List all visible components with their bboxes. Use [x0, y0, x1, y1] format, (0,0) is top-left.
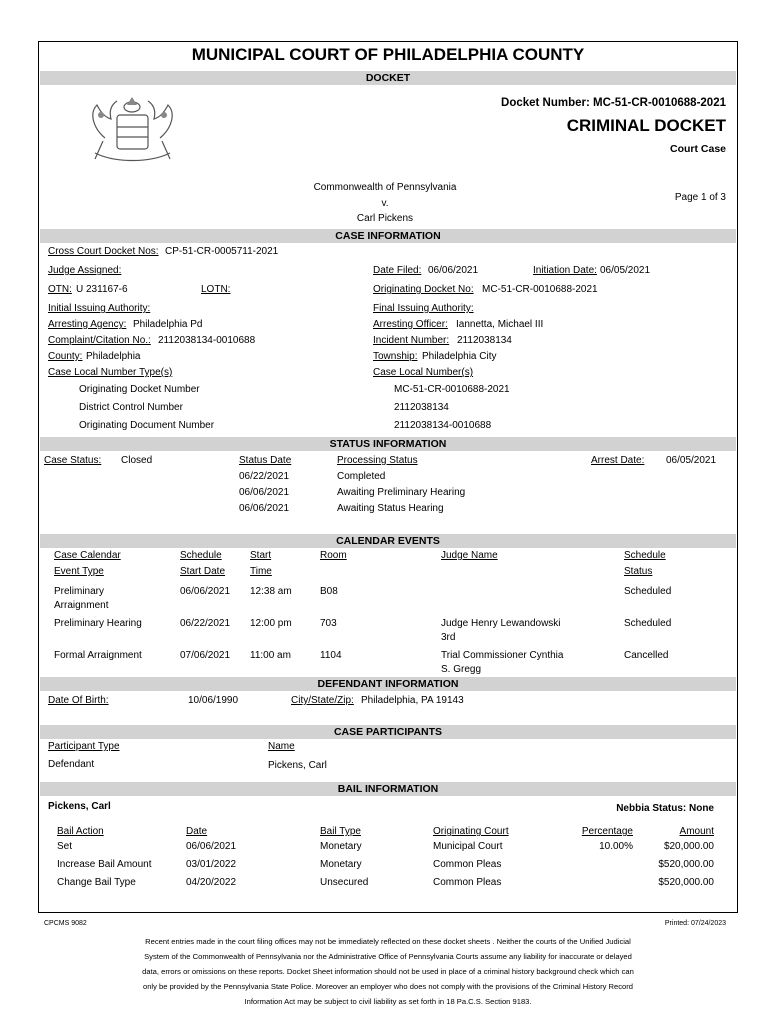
docket-type-title: CRIMINAL DOCKET [566, 116, 726, 135]
docket-number: Docket Number: MC-51-CR-0010688-2021 [501, 97, 726, 109]
calendar-status-cell: Cancelled [624, 650, 669, 661]
bail-action-cell: Change Bail Type [57, 877, 136, 888]
otn-value: U 231167-6 [76, 284, 128, 295]
col-start-time: Start [250, 550, 272, 561]
calendar-time-cell: 11:00 am [250, 650, 291, 661]
local-type-label: Case Local Number Type(s) [48, 367, 173, 378]
calendar-status-cell: Scheduled [624, 586, 672, 597]
township-label: Township: [373, 351, 418, 362]
processing-status-cell: Completed [337, 471, 386, 482]
status-date-cell: 06/06/2021 [239, 503, 290, 514]
processing-status-cell: Awaiting Preliminary Hearing [337, 487, 466, 498]
calendar-time-cell: 12:00 pm [250, 618, 292, 629]
date-filed-label: Date Filed: [373, 265, 422, 276]
caption-defendant: Carl Pickens [356, 213, 414, 224]
calendar-date-cell: 06/06/2021 [180, 586, 231, 597]
bail-court-cell: Common Pleas [433, 859, 502, 870]
disclaimer-line: only be provided by the Pennsylvania State Police. Moreover an employer who does not comply with the provisions of the Criminal History Record [142, 982, 634, 991]
status-date-cell: 06/06/2021 [239, 487, 290, 498]
status-info-heading: STATUS INFORMATION [40, 437, 736, 451]
bail-type-cell: Monetary [320, 859, 362, 870]
initiation-date-label: Initiation Date: [533, 265, 597, 276]
city-state-zip-label: City/State/Zip: [291, 695, 354, 706]
calendar-judge-cell: 3rd [441, 632, 456, 643]
col-bail-type: Bail Type [320, 826, 361, 837]
cross-court-value: CP-51-CR-0005711-2021 [165, 246, 279, 257]
court-title: MUNICIPAL COURT OF PHILADELPHIA COUNTY [191, 45, 585, 64]
calendar-status-cell: Scheduled [624, 618, 672, 629]
form-id: CPCMS 9082 [44, 920, 87, 927]
processing-status-header: Processing Status [337, 455, 418, 466]
disclaimer-line: data, errors or omissions on these reports. Docket Sheet information should not be used in place of a criminal history background check which can [142, 967, 634, 976]
arresting-officer-value: Iannetta, Michael III [456, 319, 544, 330]
dob-value: 10/06/1990 [188, 695, 239, 706]
caption-commonwealth: Commonwealth of Pennsylvania [313, 182, 457, 193]
dob-label: Date Of Birth: [48, 695, 109, 706]
bail-amount-cell: $520,000.00 [658, 859, 714, 870]
case-info-heading: CASE INFORMATION [40, 229, 736, 243]
bail-action-cell: Increase Bail Amount [57, 859, 152, 870]
township-value: Philadelphia City [422, 351, 497, 362]
bail-action-cell: Set [57, 841, 73, 852]
calendar-event-cell: Arraignment [54, 600, 109, 611]
status-date-header: Status Date [239, 455, 292, 466]
incident-label: Incident Number: [373, 335, 450, 346]
disclaimer-line: System of the Commonwealth of Pennsylvania nor the Administrative Office of Pennsylvania Courts assume any liability for inaccurate or delayed [144, 952, 632, 961]
bail-percentage-cell: 10.00% [599, 841, 633, 852]
col-start-date: Schedule [180, 550, 222, 561]
bail-type-cell: Unsecured [320, 877, 369, 888]
city-state-zip-value: Philadelphia, PA 19143 [361, 695, 464, 706]
participant-type-cell: Defendant [48, 759, 95, 770]
col-start-time: Time [250, 566, 272, 577]
calendar-event-cell: Preliminary Hearing [54, 618, 142, 629]
orig-docket-value: MC-51-CR-0010688-2021 [482, 284, 598, 295]
printed-date: Printed: 07/24/2023 [664, 920, 726, 927]
local-type-row: Originating Document Number [79, 420, 215, 431]
col-schedule-status: Status [624, 566, 653, 577]
col-judge-name: Judge Name [441, 550, 498, 561]
local-type-row: Originating Docket Number [79, 384, 200, 395]
defendant-info-heading: DEFENDANT INFORMATION [40, 677, 736, 691]
col-percentage: Percentage [581, 826, 633, 837]
calendar-judge-cell: S. Gregg [441, 664, 482, 675]
bail-court-cell: Municipal Court [433, 841, 503, 852]
bail-date-cell: 03/01/2022 [186, 859, 237, 870]
calendar-time-cell: 12:38 am [250, 586, 292, 597]
col-amount: Amount [679, 826, 714, 837]
judge-assigned-label: Judge Assigned: [48, 265, 122, 276]
bail-amount-cell: $20,000.00 [663, 841, 714, 852]
complaint-value: 2112038134-0010688 [158, 335, 256, 346]
local-number-label: Case Local Number(s) [373, 367, 474, 378]
disclaimer-line: Information Act may be subject to civil liability as set forth in 18 Pa.C.S. Section 9183. [244, 997, 532, 1006]
page-indicator: Page 1 of 3 [674, 192, 726, 203]
status-date-cell: 06/22/2021 [239, 471, 290, 482]
arrest-date-label: Arrest Date: [591, 455, 645, 466]
calendar-date-cell: 06/22/2021 [180, 618, 231, 629]
initial-authority-label: Initial Issuing Authority: [48, 303, 151, 314]
processing-status-cell: Awaiting Status Hearing [337, 503, 444, 514]
calendar-judge-cell: Judge Henry Lewandowski [441, 618, 561, 629]
participant-name-cell: Pickens, Carl [268, 760, 327, 771]
bail-person-name: Pickens, Carl [48, 801, 111, 812]
final-authority-label: Final Issuing Authority: [373, 303, 474, 314]
arresting-agency-value: Philadelphia Pd [133, 319, 203, 330]
county-value: Philadelphia [86, 351, 141, 362]
arrest-date-value: 06/05/2021 [666, 455, 717, 466]
caption-versus: v. [381, 198, 389, 209]
local-number-row: MC-51-CR-0010688-2021 [394, 384, 510, 395]
bail-info-heading: BAIL INFORMATION [40, 782, 736, 796]
local-number-row: 2112038134-0010688 [394, 420, 492, 431]
disclaimer-line: Recent entries made in the court filing offices may not be immediately reflected on these docket sheets . Neither the courts of the Unified Judicial [145, 937, 631, 946]
calendar-room-cell: 1104 [320, 650, 342, 661]
local-number-row: 2112038134 [394, 402, 449, 413]
case-status-value: Closed [121, 455, 153, 466]
col-bail-date: Date [186, 826, 208, 837]
arresting-agency-label: Arresting Agency: [48, 319, 127, 330]
arresting-officer-label: Arresting Officer: [373, 319, 448, 330]
pennsylvania-seal-icon [75, 93, 190, 168]
calendar-room-cell: B08 [320, 586, 338, 597]
col-participant-name: Name [268, 741, 295, 752]
docket-bar: DOCKET [40, 71, 736, 85]
county-label: County: [48, 351, 83, 362]
col-participant-type: Participant Type [48, 741, 120, 752]
col-schedule-status: Schedule [624, 550, 666, 561]
bail-date-cell: 06/06/2021 [186, 841, 237, 852]
calendar-judge-cell: Trial Commissioner Cynthia [441, 650, 564, 661]
col-start-date: Start Date [180, 566, 226, 577]
orig-docket-label: Originating Docket No: [373, 284, 474, 295]
col-event-type: Event Type [54, 566, 104, 577]
complaint-label: Complaint/Citation No.: [48, 335, 151, 346]
calendar-event-cell: Formal Arraignment [54, 650, 142, 661]
calendar-heading: CALENDAR EVENTS [40, 534, 736, 548]
bail-date-cell: 04/20/2022 [186, 877, 237, 888]
participants-heading: CASE PARTICIPANTS [40, 725, 736, 739]
calendar-room-cell: 703 [320, 618, 337, 629]
bail-court-cell: Common Pleas [433, 877, 502, 888]
otn-label: OTN: [48, 284, 72, 295]
nebbia-status: Nebbia Status: None [616, 803, 714, 814]
local-type-row: District Control Number [79, 402, 183, 413]
col-bail-action: Bail Action [57, 826, 104, 837]
incident-value: 2112038134 [457, 335, 512, 346]
col-originating-court: Originating Court [433, 826, 509, 837]
calendar-date-cell: 07/06/2021 [180, 650, 231, 661]
bail-amount-cell: $520,000.00 [658, 877, 714, 888]
cross-court-label: Cross Court Docket Nos: [48, 246, 159, 257]
initiation-date-value: 06/05/2021 [600, 265, 651, 276]
col-room: Room [320, 550, 347, 561]
date-filed-value: 06/06/2021 [428, 265, 479, 276]
col-event-type: Case Calendar [54, 550, 121, 561]
lotn-label: LOTN: [201, 284, 231, 295]
court-case-label: Court Case [669, 143, 726, 155]
bail-type-cell: Monetary [320, 841, 362, 852]
calendar-event-cell: Preliminary [54, 586, 105, 597]
case-status-label: Case Status: [44, 455, 102, 466]
